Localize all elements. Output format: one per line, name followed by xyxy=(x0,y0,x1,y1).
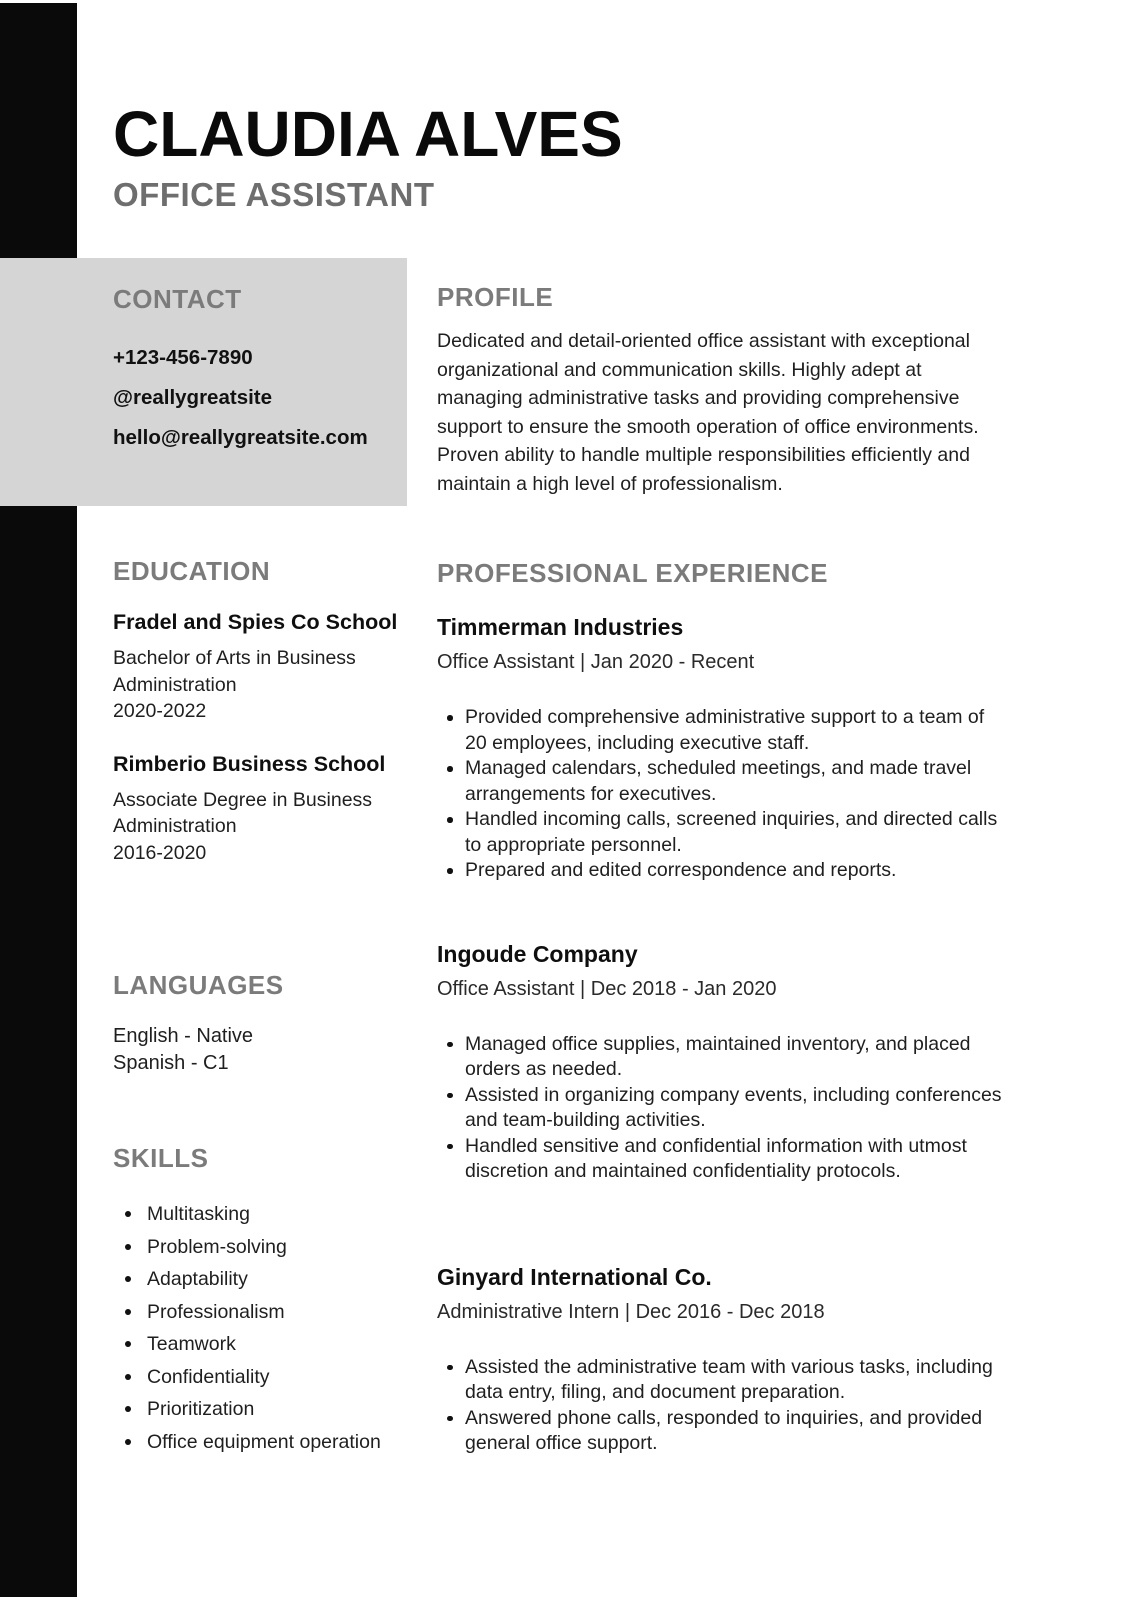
company-name: Ginyard International Co. xyxy=(437,1263,712,1290)
job-meta: Administrative Intern | Dec 2016 - Dec 2018 xyxy=(437,1300,825,1323)
person-name: CLAUDIA ALVES xyxy=(113,98,623,170)
experience-bullet: Assisted the administrative team with various tasks, including data entry, filing, and document preparation. xyxy=(437,1355,1007,1406)
experience-heading: PROFESSIONAL EXPERIENCE xyxy=(437,558,828,588)
person-title: OFFICE ASSISTANT xyxy=(113,176,435,214)
education-heading: EDUCATION xyxy=(113,556,271,586)
skill-item: Multitasking xyxy=(113,1198,408,1231)
job-bullets xyxy=(437,1032,1007,1185)
contact-social-handle: @reallygreatsite xyxy=(113,386,273,409)
skills-heading: SKILLS xyxy=(113,1143,209,1173)
education-degree xyxy=(113,645,408,725)
contact-section xyxy=(0,258,407,506)
languages-list xyxy=(113,1023,408,1077)
skill-item: Adaptability xyxy=(113,1263,408,1296)
experience-bullet: Managed office supplies, maintained inventory, and placed orders as needed. xyxy=(437,1032,1007,1083)
profile-text: Dedicated and detail-oriented office assistant with exceptional organizational and communication skills. Highly adept at managing administrative tasks and providing comprehensive support to ensure the smooth operation of office environments. Proven ability to handle multiple responsibilities efficiently and maintain a high level of professionalism. xyxy=(437,330,979,495)
skill-item: Teamwork xyxy=(113,1328,408,1361)
contact-heading: CONTACT xyxy=(113,284,242,314)
job-bullets xyxy=(437,705,1007,884)
skill-item: Office equipment operation xyxy=(113,1426,408,1459)
skills-list xyxy=(113,1198,408,1458)
education-degree xyxy=(113,787,408,867)
skill-item: Prioritization xyxy=(113,1393,408,1426)
experience-bullet: Answered phone calls, responded to inquiries, and provided general office support. xyxy=(437,1406,1007,1457)
skill-item: Confidentiality xyxy=(113,1361,408,1394)
job-meta: Office Assistant | Dec 2018 - Jan 2020 xyxy=(437,977,777,1000)
profile-heading: PROFILE xyxy=(437,282,554,312)
skill-item: Problem-solving xyxy=(113,1231,408,1264)
left-column xyxy=(113,556,408,1458)
company-name: Timmerman Industries xyxy=(437,614,684,640)
contact-phone: +123-456-7890 xyxy=(113,346,253,369)
degree-text: Bachelor of Arts in Business Administration xyxy=(113,647,356,696)
degree-years: 2020-2022 xyxy=(113,700,207,722)
left-accent-bar xyxy=(0,3,77,1597)
experience-bullet: Prepared and edited correspondence and reports. xyxy=(437,858,1007,884)
language-item: English - Native xyxy=(113,1025,254,1047)
contact-email: hello@reallygreatsite.com xyxy=(113,426,368,449)
experience-bullet: Assisted in organizing company events, including conferences and team-building activities. xyxy=(437,1083,1007,1134)
experience-bullet: Provided comprehensive administrative support to a team of 20 employees, including executive staff. xyxy=(437,705,1007,756)
experience-bullet: Managed calendars, scheduled meetings, and made travel arrangements for executives. xyxy=(437,756,1007,807)
job-bullets xyxy=(437,1355,1007,1457)
company-name: Ingoude Company xyxy=(437,940,638,967)
experience-bullet: Handled incoming calls, screened inquiries, and directed calls to appropriate personnel. xyxy=(437,807,1007,858)
right-column xyxy=(437,282,1007,1457)
experience-bullet: Handled sensitive and confidential information with utmost discretion and maintained confidentiality protocols. xyxy=(437,1134,1007,1185)
education-school: Fradel and Spies Co School xyxy=(113,610,398,634)
education-school: Rimberio Business School xyxy=(113,751,386,776)
languages-heading: LANGUAGES xyxy=(113,970,284,1000)
degree-text: Associate Degree in Business Administration xyxy=(113,788,373,837)
skill-item: Professionalism xyxy=(113,1296,408,1329)
header xyxy=(113,98,1013,214)
job-meta: Office Assistant | Jan 2020 - Recent xyxy=(437,651,755,673)
language-item: Spanish - C1 xyxy=(113,1052,229,1074)
degree-years: 2016-2020 xyxy=(113,841,207,864)
